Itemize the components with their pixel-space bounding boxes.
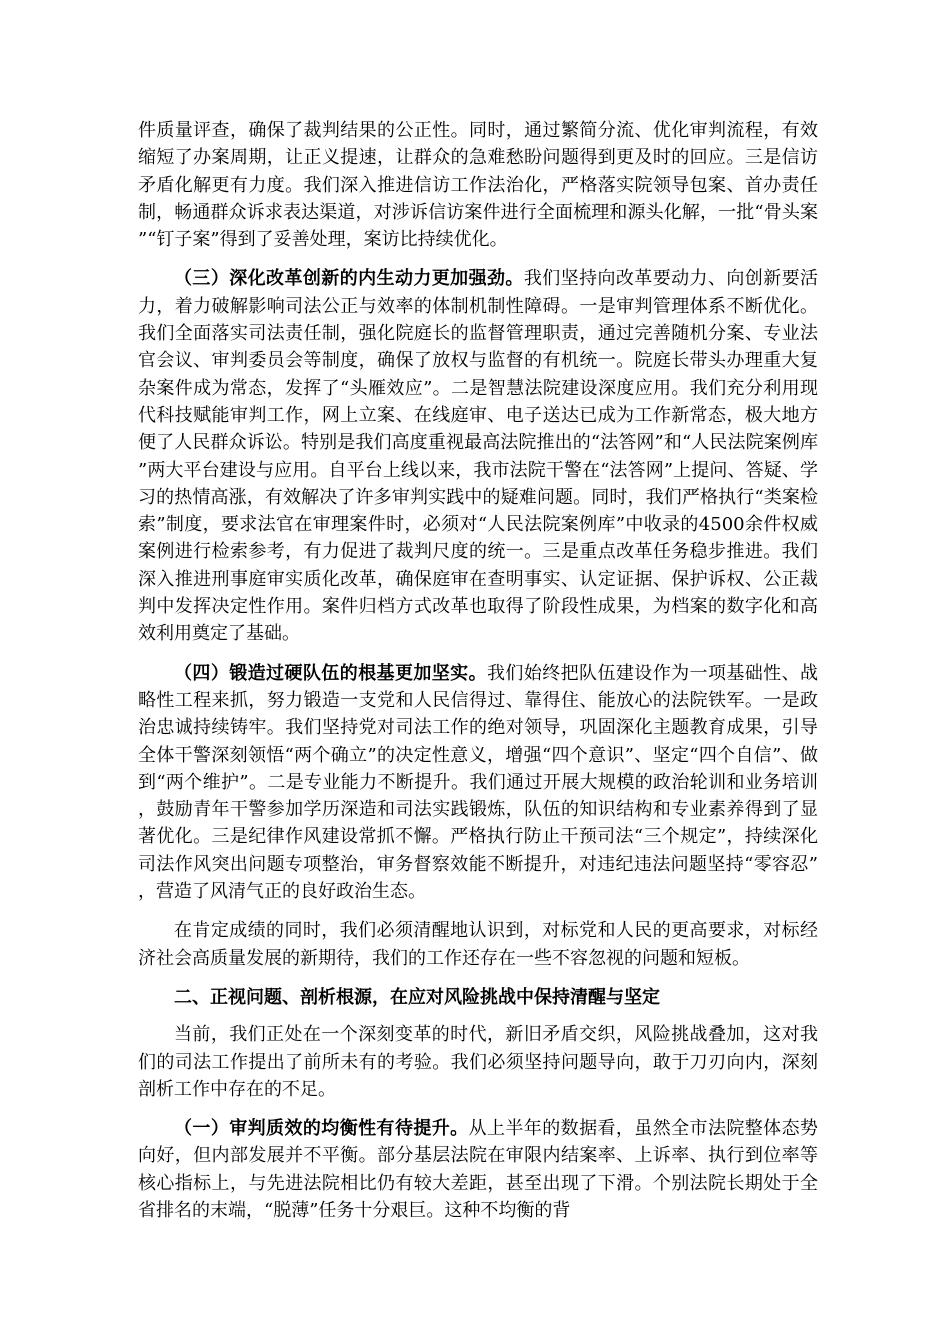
section-heading bbox=[138, 984, 818, 1011]
paragraph-transition bbox=[138, 917, 818, 972]
paragraph-text: 从上半年的数据看，虽然全市法院整体态势向好，但内部发展并不平衡。部分基层法院在审限内结案率、上诉率、执行到位率等核心指标上，与先进法院相比仍有较大差距，甚至出现了下滑。个别法院长期处于全省排名的末端，“脱薄”任务十分艰巨。这种不均衡的背 bbox=[138, 1118, 819, 1221]
paragraph-text: 我们坚持向改革要动力、向创新要活力，着力破解影响司法公正与效率的体制机制性障碍。一是审判管理体系不断优化。我们全面落实司法责任制，强化院庭长的监督管理职责，通过完善随机分案、专业法官会议、审判委员会等制度，确保了放权与监督的有机统一。院庭长带头办理重大复杂案件成为常态，发挥了“头雁效应”。二是智慧法院建设深度应用。我们充分利用现代科技赋能审判工作，网上立案、在线庭审、电子送达已成为工作新常态，极大地方便了人民群众诉讼。特别是我们高度重视最高法院推出的“法答网”和“人民法院案例库”两大平台建设与应用。自平台上线以来，我市法院干警在“法答网”上提问、答疑、学习的热情高涨，有效解决了许多审判实践中的疑难问题。同时，我们严格执行“类案检索”制度，要求法官在审理案件时，必须对“人民法院案例库”中收录的4500余件权威案例进行检索参考，有力促进了裁判尺度的统一。三是重点改革任务稳步推进。我们深入推进刑事庭审实质化改革，确保庭审在查明事实、认定证据、保护诉权、公正裁判中发挥决定性作用。案件归档方式改革也取得了阶段性成果，为档案的数字化和高效利用奠定了基础。 bbox=[138, 268, 819, 645]
paragraph-lead: （四）锻造过硬队伍的根基更加坚实。 bbox=[174, 662, 487, 684]
paragraph-continued bbox=[138, 117, 818, 253]
heading-text: 二、正视问题、剖析根源，在应对风险挑战中保持清醒与坚定 bbox=[174, 986, 660, 1008]
paragraph-text: 件质量评查，确保了裁判结果的公正性。同时，通过繁简分流、优化审判流程，有效缩短了办案周期，让正义提速，让群众的急难愁盼问题得到更及时的回应。三是信访矛盾化解更有力度。我们深入推进信访工作法治化，严格落实院领导包案、首办责任制，畅通群众诉求表达渠道，对涉诉信访案件进行全面梳理和源头化解，一批“骨头案”“钉子案”得到了妥善处理，案访比持续优化。 bbox=[138, 120, 818, 251]
paragraph-text: 在肯定成绩的同时，我们必须清醒地认识到，对标党和人民的更高要求，对标经济社会高质量发展的新期待，我们的工作还存在一些不容忽视的问题和短板。 bbox=[138, 920, 818, 969]
paragraph-text: 当前，我们正处在一个深刻变革的时代，新旧矛盾交织，风险挑战叠加，这对我们的司法工作提出了前所未有的考验。我们必须坚持问题导向，敢于刀刃向内，深刻剖析工作中存在的不足。 bbox=[138, 1024, 818, 1100]
paragraph-intro-problems bbox=[138, 1021, 818, 1103]
paragraph-lead: （一）审判质效的均衡性有待提升。 bbox=[174, 1118, 469, 1140]
paragraph-text: 我们始终把队伍建设作为一项基础性、战略性工程来抓，努力锻造一支党和人民信得过、靠得住、能放心的法院铁军。一是政治忠诚持续铸牢。我们坚持党对司法工作的绝对领导，巩固深化主题教育成果，引导全体干警深刻领悟“两个确立”的决定性意义，增强“四个意识”、坚定“四个自信”、做到“两个维护”。二是专业能力不断提升。我们通过开展大规模的政治轮训和业务培训，鼓励青年干警参加学历深造和司法实践锻炼，队伍的知识结构和专业素养得到了显著优化。三是纪律作风建设常抓不懈。严格执行防止干预司法“三个规定”，持续深化司法作风突出问题专项整治，审务督察效能不断提升，对违纪违法问题坚持“零容忍”，营造了风清气正的良好政治生态。 bbox=[138, 662, 818, 903]
paragraph-reform-innovation bbox=[138, 265, 818, 647]
paragraph-team-building bbox=[138, 660, 818, 906]
paragraph-quality-balance bbox=[138, 1115, 818, 1224]
paragraph-lead: （三）深化改革创新的内生动力更加强劲。 bbox=[174, 268, 524, 290]
